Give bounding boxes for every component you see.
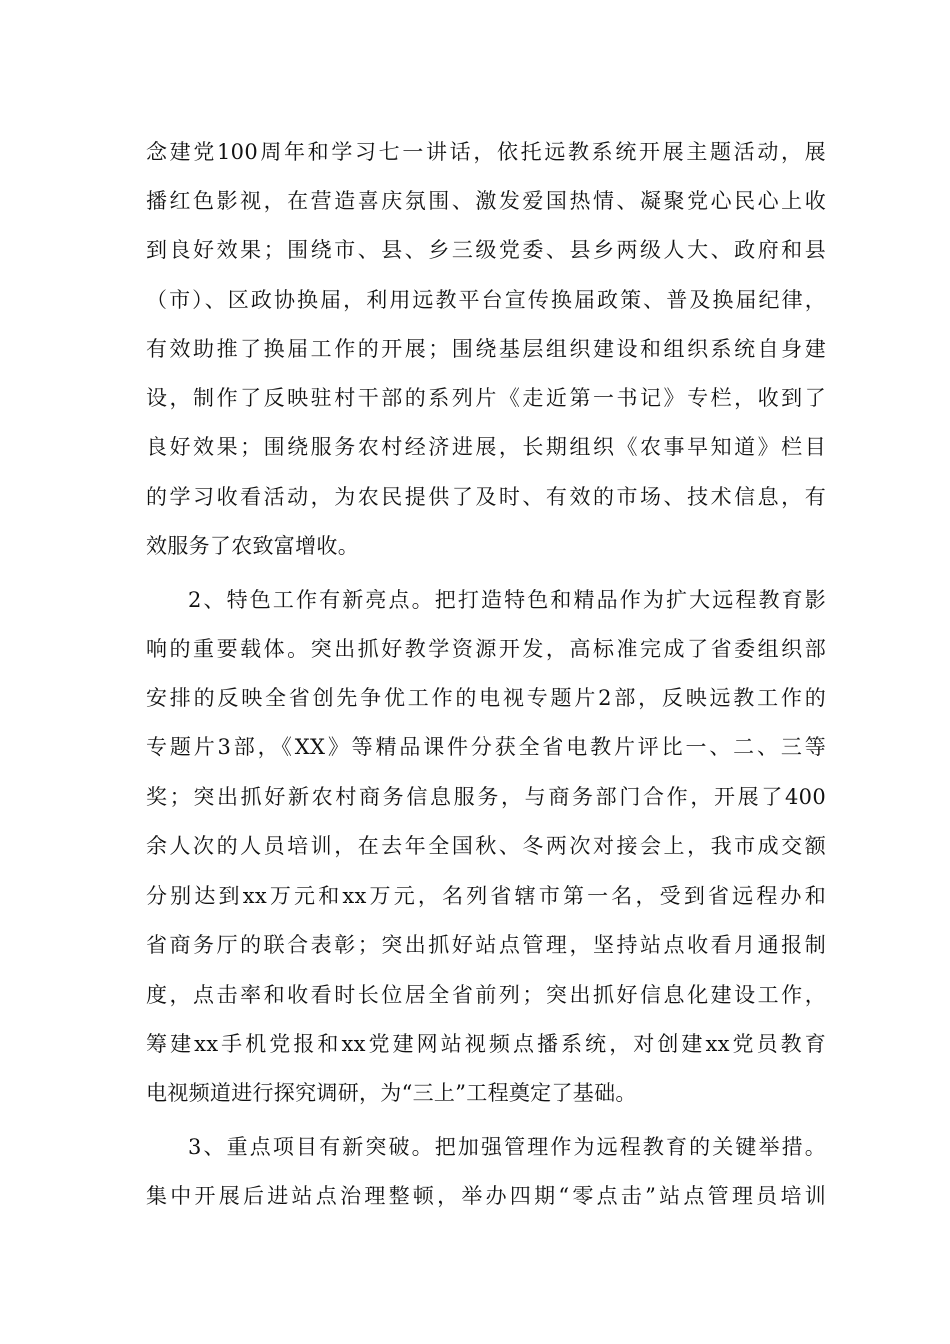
body-text-line: 念建党100周年和学习七一讲话，依托远教系统开展主题活动，展 xyxy=(146,140,826,164)
body-text-line: （市）、区政协换届，利用远教平台宣传换届政策、普及换届纪律， xyxy=(146,288,826,312)
paragraph-end-line: 电视频道进行探究调研，为“三上”工程奠定了基础。 xyxy=(146,1081,637,1105)
body-text-line: 有效助推了换届工作的开展；围绕基层组织建设和组织系统自身建 xyxy=(146,337,826,361)
paragraph-end-line: 效服务了农致富增收。 xyxy=(146,534,359,558)
body-text-line: 筹建xx手机党报和xx党建网站视频点播系统，对创建xx党员教育 xyxy=(146,1032,826,1056)
section-2-heading-line: 2、特色工作有新亮点。把打造特色和精品作为扩大远程教育影 xyxy=(188,588,826,612)
body-text-line: 专题片3部，《XX》等精品课件分获全省电教片评比一、二、三等 xyxy=(146,735,826,759)
body-text-line: 余人次的人员培训，在去年全国秋、冬两次对接会上，我市成交额 xyxy=(146,834,826,858)
body-text-line: 分别达到xx万元和xx万元，名列省辖市第一名，受到省远程办和 xyxy=(146,884,826,908)
body-text-line: 奖；突出抓好新农村商务信息服务，与商务部门合作，开展了400 xyxy=(146,785,826,809)
body-text-line: 播红色影视，在营造喜庆氛围、激发爱国热情、凝聚党心民心上收 xyxy=(146,189,826,213)
body-text-line: 的学习收看活动，为农民提供了及时、有效的市场、技术信息，有 xyxy=(146,485,826,509)
section-3-heading-line: 3、重点项目有新突破。把加强管理作为远程教育的关键举措。 xyxy=(188,1135,826,1159)
body-text-line: 响的重要载体。突出抓好教学资源开发，高标准完成了省委组织部 xyxy=(146,637,826,661)
body-text-line: 安排的反映全省创先争优工作的电视专题片2部，反映远教工作的 xyxy=(146,686,826,710)
body-text-line: 省商务厅的联合表彰；突出抓好站点管理，坚持站点收看月通报制 xyxy=(146,933,826,957)
body-text-line: 度，点击率和收看时长位居全省前列；突出抓好信息化建设工作， xyxy=(146,983,826,1007)
body-text-line: 集中开展后进站点治理整顿，举办四期“零点击”站点管理员培训 xyxy=(146,1184,826,1208)
body-text-line: 设，制作了反映驻村干部的系列片《走近第一书记》专栏，收到了 xyxy=(146,386,826,410)
body-text-line: 到良好效果；围绕市、县、乡三级党委、县乡两级人大、政府和县 xyxy=(146,238,826,262)
body-text-line: 良好效果；围绕服务农村经济进展，长期组织《农事早知道》栏目 xyxy=(146,435,826,459)
